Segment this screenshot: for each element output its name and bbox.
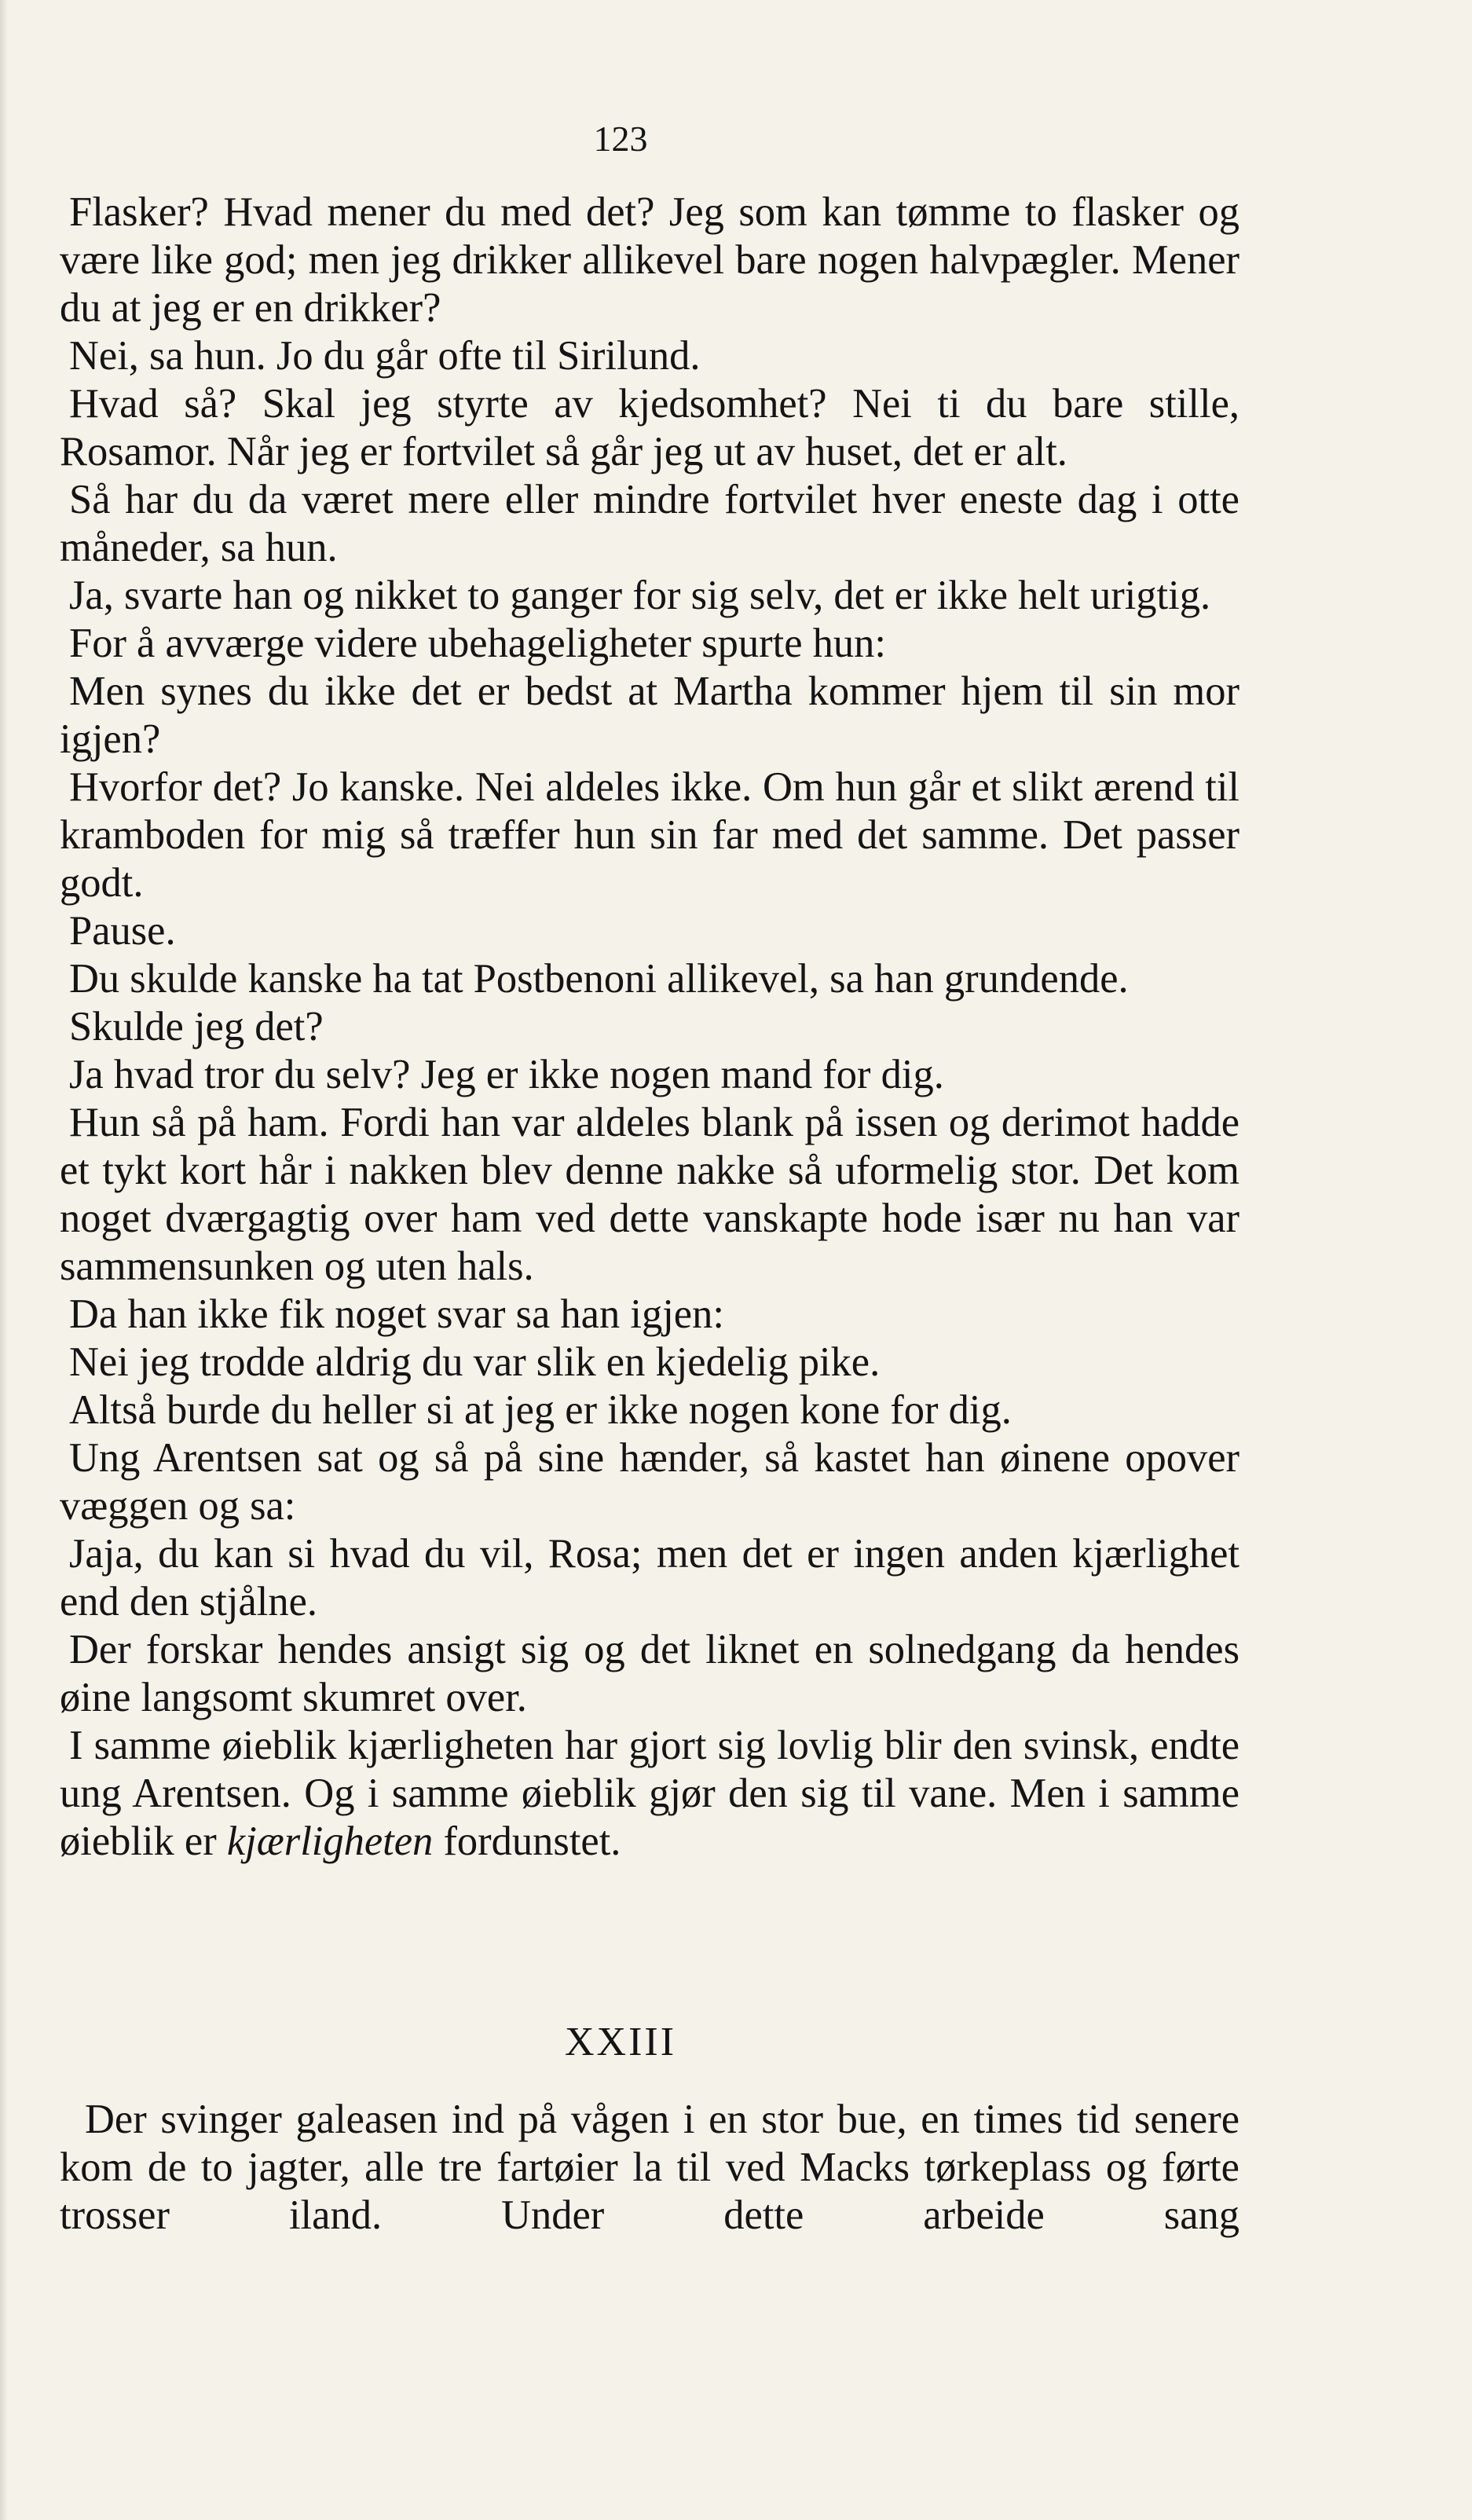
chapter-text xyxy=(60,2096,1239,2240)
paragraph: Nei jeg trodde aldrig du var slik en kjedelig pike. xyxy=(69,1339,881,1385)
paragraph: Hvorfor det? Jo kanske. Nei aldeles ikke. Om hun går et slikt ærend til kramboden for mig så træffer hun sin far med det samme. Det passer godt. xyxy=(60,764,1239,906)
paragraph: Hun så på ham. Fordi han var aldeles blank på issen og derimot hadde et tykt kort hår i nakken blev denne nakke så uformelig stor. Det kom noget dværgagtig over ham ved dette vanskapte hode især nu han var sammensunken og uten hals. xyxy=(60,1100,1239,1289)
final-text-start: I samme øieblik kjærligheten har gjort sig lovlig blir den svinsk, endte ung Arentsen. Og i samme øieblik gjør den sig til vane. Men i samme øieblik er xyxy=(60,1723,1239,1864)
paragraph: Hvad så? Skal jeg styrte av kjedsomhet? Nei ti du bare stille, Rosamor. Når jeg er fortvilet så går jeg ut av huset, det er alt. xyxy=(60,381,1239,474)
paragraph: Nei, sa hun. Jo du går ofte til Sirilund. xyxy=(69,333,701,379)
paragraph: Skulde jeg det? xyxy=(69,1004,324,1049)
italic-word: kjærligheten xyxy=(226,1819,434,1864)
paragraph: Jaja, du kan si hvad du vil, Rosa; men det er ingen anden kjærlighet end den stjålne. xyxy=(60,1531,1239,1624)
paragraph: Flasker? Hvad mener du med det? Jeg som kan tømme to flasker og være like god; men jeg drikker allikevel bare nogen halvpægler. Mener du at jeg er en drikker? xyxy=(60,189,1239,331)
paragraph: For å avværge videre ubehageligheter spurte hun: xyxy=(69,621,886,666)
paragraph: Ja hvad tror du selv? Jeg er ikke nogen mand for dig. xyxy=(69,1052,944,1097)
paragraph: Du skulde kanske ha tat Postbenoni allikevel, sa han grundende. xyxy=(69,956,1129,1002)
main-text xyxy=(60,189,1239,1866)
paragraph: Så har du da været mere eller mindre fortvilet hver eneste dag i otte måneder, sa hun. xyxy=(60,477,1239,570)
paragraph: Der forskar hendes ansigt sig og det liknet en solnedgang da hendes øine langsomt skumret over. xyxy=(60,1627,1239,1720)
chapter-paragraph: Der svinger galeasen ind på vågen i en stor bue, en times tid senere kom de to jagter, alle tre fartøier la til ved Macks tørkeplass og førte trosser iland. Under dette arbeide sang xyxy=(60,2097,1239,2238)
paragraph: Altså burde du heller si at jeg er ikke nogen kone for dig. xyxy=(69,1387,1012,1433)
paragraph-final xyxy=(60,1722,1239,1866)
paragraph: Ung Arentsen sat og så på sine hænder, så kastet han øinene opover væggen og sa: xyxy=(60,1435,1239,1529)
paragraph: Pause. xyxy=(69,908,176,954)
chapter-heading: XXIII xyxy=(564,2020,677,2064)
paragraph: Men synes du ikke det er bedst at Martha kommer hjem til sin mor igjen? xyxy=(60,668,1239,762)
paragraph: Ja, svarte han og nikket to ganger for sig selv, det er ikke helt urigtig. xyxy=(69,573,1211,618)
final-text-end: fordunstet. xyxy=(443,1819,621,1864)
page-edge-shadow xyxy=(0,0,8,2520)
paragraph: Da han ikke fik noget svar sa han igjen: xyxy=(69,1291,724,1337)
page-number: 123 xyxy=(593,119,648,159)
